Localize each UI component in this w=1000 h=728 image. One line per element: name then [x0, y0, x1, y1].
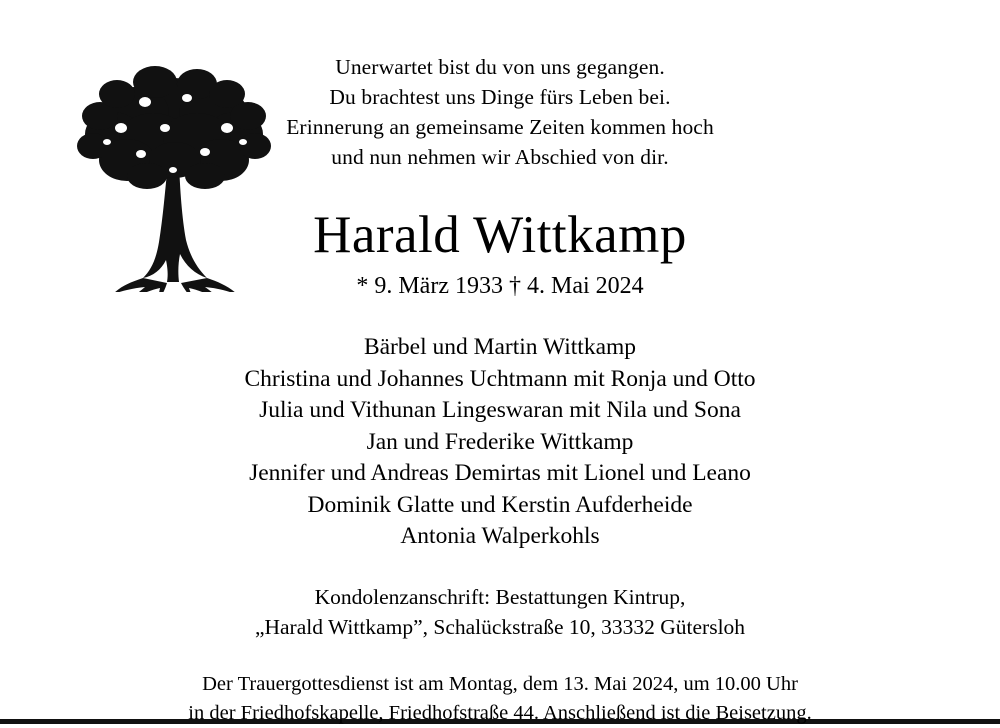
verse-line: Unerwartet bist du von uns gegangen. — [335, 55, 665, 79]
condolence-line: „Harald Wittkamp”, Schalückstraße 10, 33332 Gütersloh — [254, 614, 746, 639]
family-block — [0, 332, 1000, 553]
condolence-address — [0, 582, 1000, 642]
family-line: Bärbel und Martin Wittkamp — [363, 334, 637, 360]
funeral-service-info — [0, 670, 1000, 728]
deceased-name: Harald Wittkamp — [313, 206, 687, 264]
family-line: Christina und Johannes Uchtmann mit Ronja und Otto — [244, 365, 756, 392]
service-line: Der Trauergottesdienst ist am Montag, dem 13. Mai 2024, um 10.00 Uhr — [202, 672, 798, 695]
family-line: Antonia Walperkohls — [400, 523, 600, 549]
verse-line: Du brachtest uns Dinge fürs Leben bei. — [329, 85, 671, 109]
family-line: Dominik Glatte und Kerstin Aufderheide — [307, 491, 693, 518]
verse-block — [0, 52, 1000, 172]
service-line: in der Friedhofskapelle, Friedhofstraße 44. Anschließend ist die Beisetzung. — [188, 701, 812, 724]
verse-line: und nun nehmen wir Abschied von dir. — [331, 145, 669, 169]
family-line: Julia und Vithunan Lingeswaran mit Nila und Sona — [259, 397, 741, 423]
verse-line: Erinnerung an gemeinsame Zeiten kommen hoch — [286, 115, 714, 139]
family-line: Jan und Frederike Wittkamp — [366, 428, 634, 455]
family-line: Jennifer und Andreas Demirtas mit Lionel und Leano — [249, 460, 751, 486]
birth-death-dates: * 9. März 1933 † 4. Mai 2024 — [356, 273, 644, 299]
condolence-line: Kondolenzanschrift: Bestattungen Kintrup, — [314, 584, 686, 609]
